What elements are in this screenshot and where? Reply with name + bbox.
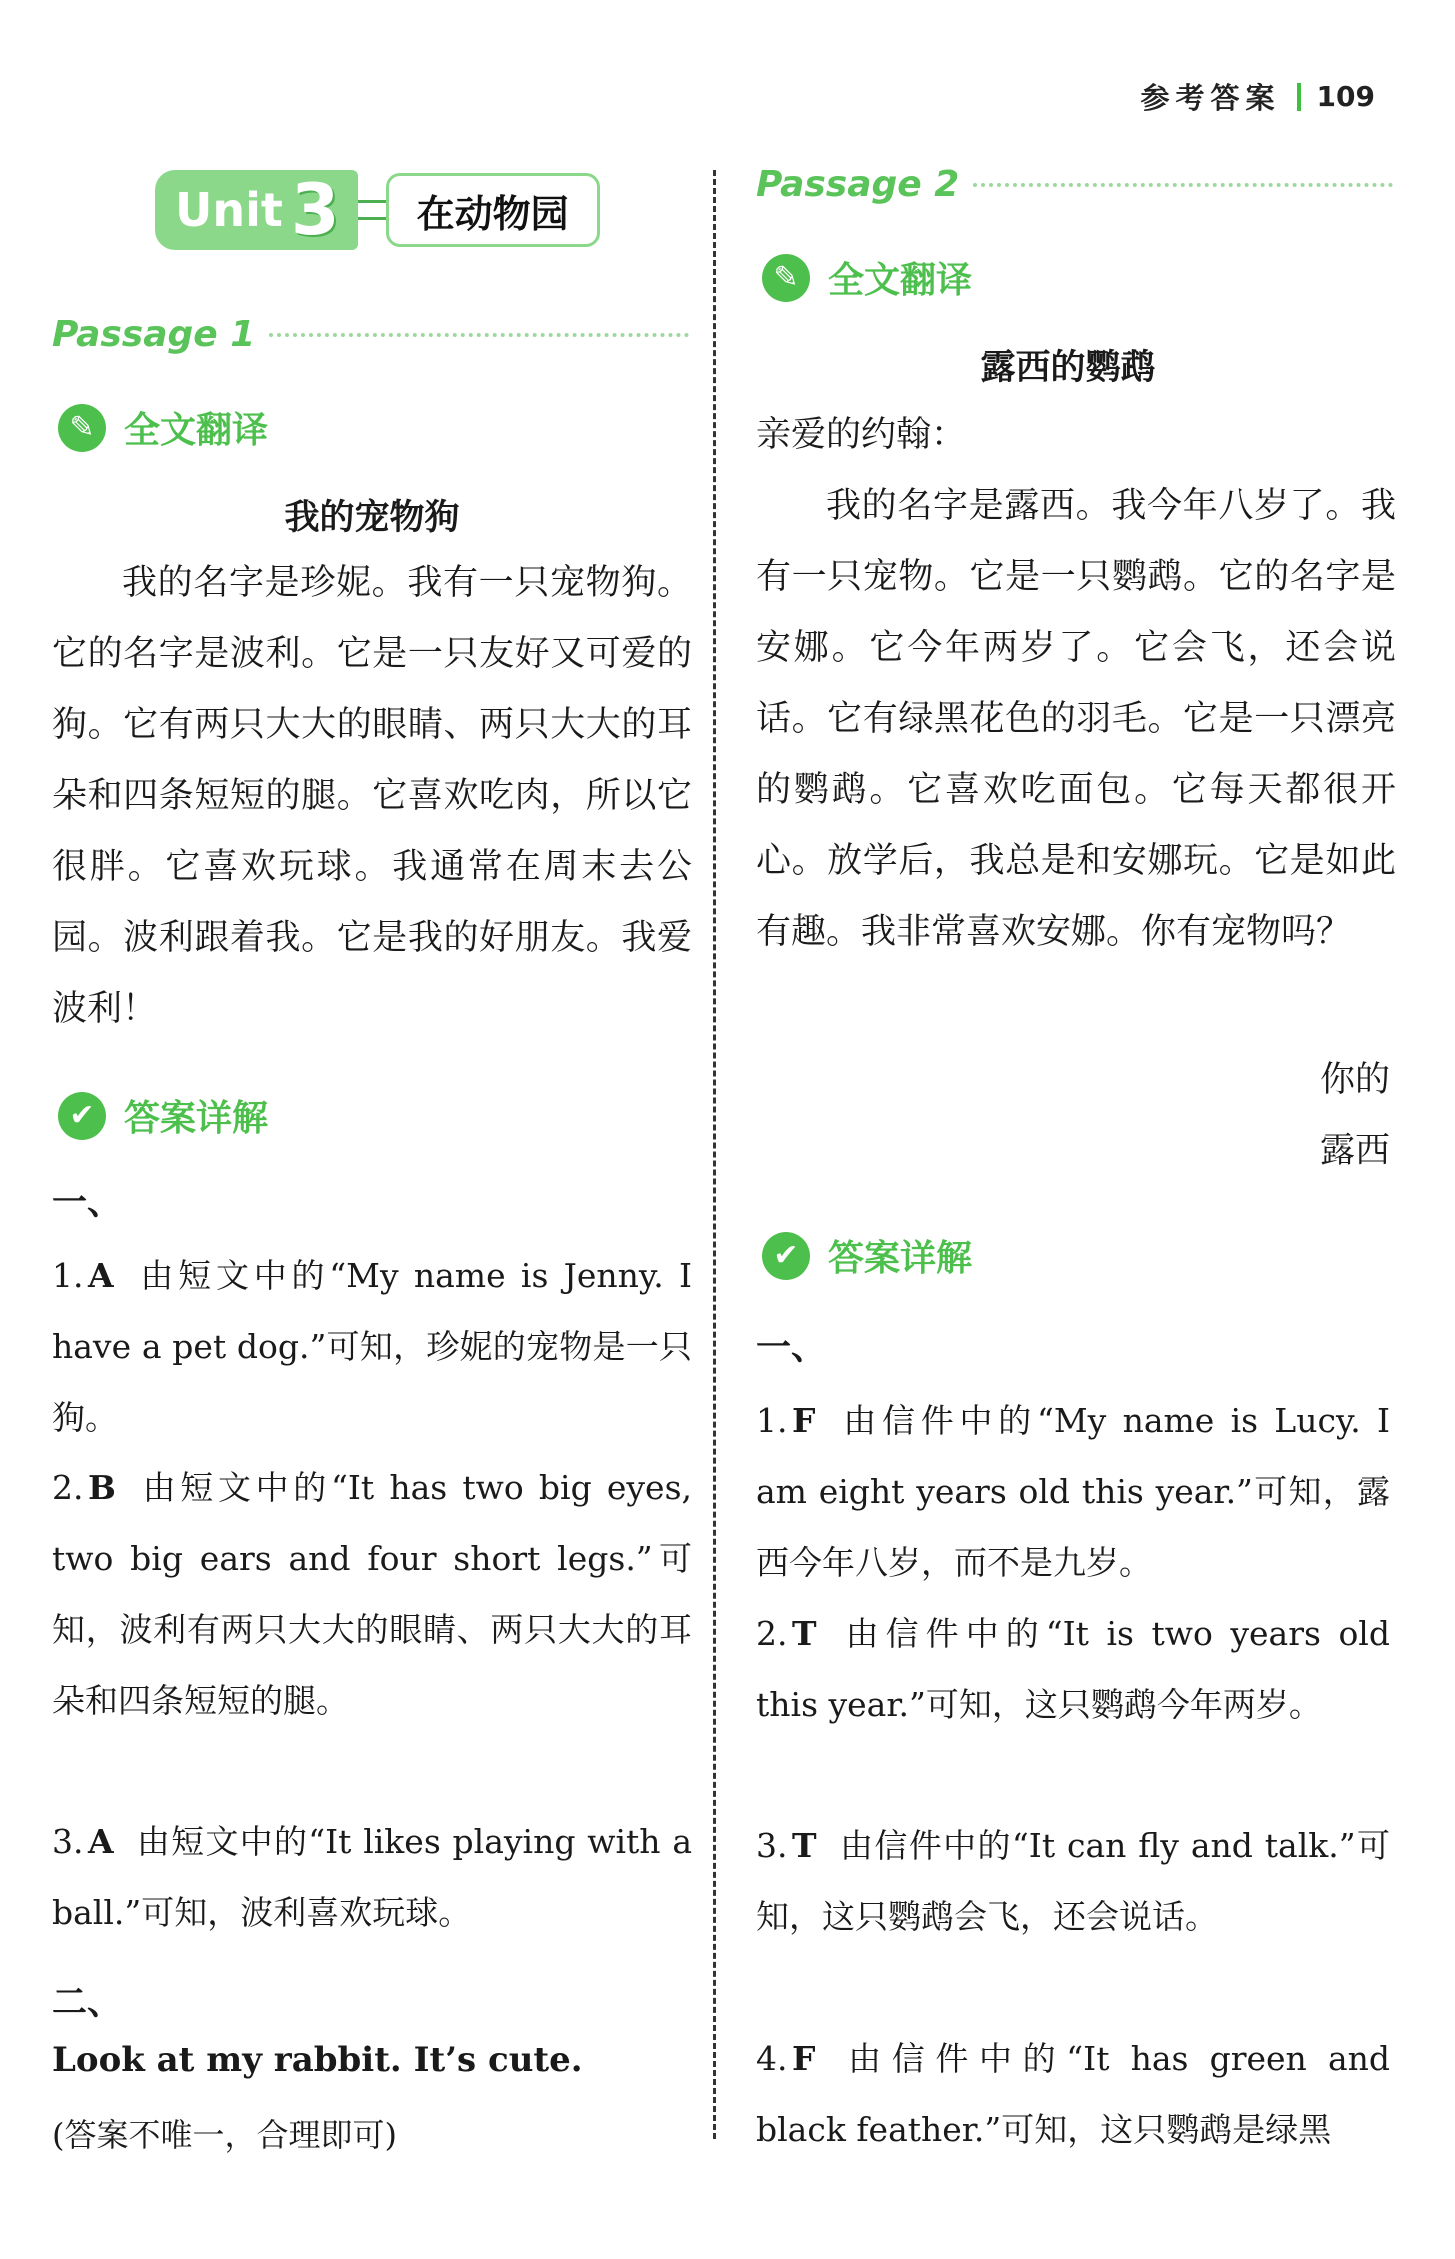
- answer-key: B: [88, 1468, 116, 1507]
- answer-num: 3.: [756, 1826, 788, 1865]
- pencil-check-icon: ✎: [58, 404, 106, 452]
- unit-number: 3: [290, 169, 340, 251]
- unit-connector: [358, 200, 386, 220]
- letter-greeting: 亲爱的约翰：: [756, 415, 967, 455]
- passage1-heading: [52, 314, 689, 355]
- answer-text: 由短文中的“It has two big eyes, two big ears and four short legs.”可知，波利有两只大大的眼睛、两只大大的耳朵和四条短短的腿。: [52, 1468, 692, 1720]
- passage1-answers-heading: [58, 1090, 268, 1141]
- header-separator: [1297, 83, 1301, 111]
- check-icon: ✔: [762, 1232, 810, 1280]
- answer-num: 3.: [52, 1822, 84, 1861]
- passage2-translation: 我的名字是露西。我今年八岁了。我有一只宠物。它是一只鹦鹉。它的名字是安娜。它今年两岁了。它会飞，还会说话。它有绿黑花色的羽毛。它是一只漂亮的鹦鹉。它喜欢吃面包。它每天都很开心。放学后，我总是和安娜玩。它是如此有趣。我非常喜欢安娜。你有宠物吗？: [756, 486, 1396, 952]
- passage1-heading-text: Passage 1: [52, 314, 256, 355]
- answer-text: 由短文中的“My name is Jenny. I have a pet dog.”可知，珍妮的宠物是一只狗。: [52, 1256, 692, 1437]
- header-label: 参考答案: [1140, 81, 1281, 115]
- translation-heading-text: 全文翻译: [124, 410, 269, 451]
- pencil-check-icon: ✎: [762, 254, 810, 302]
- answer-text: 由信件中的“It has green and black feather.”可知，这只鹦鹉是绿黑: [756, 2039, 1390, 2149]
- answer-num: 2.: [52, 1468, 84, 1507]
- answers-heading-text: 答案详解: [828, 1238, 973, 1279]
- unit-pill: [155, 170, 358, 250]
- passage2-answers-heading: [762, 1230, 972, 1281]
- answer-text: 由信件中的“It can fly and talk.”可知，这只鹦鹉会飞，还会说话。: [756, 1826, 1390, 1936]
- passage2-heading-text: Passage 2: [756, 164, 960, 205]
- answer-item: [52, 1806, 692, 1948]
- answer-item: [756, 1810, 1390, 1952]
- page-header: [1141, 76, 1375, 117]
- passage2-heading: [756, 164, 1393, 205]
- answer-item: [756, 1598, 1390, 1740]
- answer-item: [756, 2023, 1390, 2165]
- answer-key: A: [88, 1256, 114, 1295]
- answer-num: 1.: [756, 1401, 788, 1440]
- passage1-translation-heading: [58, 402, 268, 453]
- translation-heading-text: 全文翻译: [828, 260, 973, 301]
- part2-answer: Look at my rabbit. It’s cute.: [52, 2040, 583, 2080]
- answer-num: 4.: [756, 2039, 788, 2078]
- answer-key: T: [792, 1614, 817, 1653]
- unit-badge: [155, 170, 600, 250]
- answer-text: 由信件中的“It is two years old this year.”可知，这只鹦鹉今年两岁。: [756, 1614, 1390, 1724]
- part2-note: (答案不唯一，合理即可): [52, 2116, 397, 2154]
- column-divider: [713, 170, 716, 2139]
- answer-item: [52, 1240, 692, 1453]
- answer-key: T: [792, 1826, 817, 1865]
- passage2-translation-heading: [762, 252, 972, 303]
- answers-heading-text: 答案详解: [124, 1098, 269, 1139]
- passage1-translation: 我的名字是珍妮。我有一只宠物狗。它的名字是波利。它是一只友好又可爱的狗。它有两只大大的眼睛、两只大大的耳朵和四条短短的腿。它喜欢吃肉，所以它很胖。它喜欢玩球。我通常在周末去公园。波利跟着我。它是我的好朋友。我爱波利！: [52, 563, 692, 1029]
- answer-num: 2.: [756, 1614, 788, 1653]
- letter-signature: 露西: [1319, 1131, 1390, 1171]
- passage2-article-title: 露西的鹦鹉: [980, 348, 1156, 388]
- answer-item: [52, 1452, 692, 1736]
- answer-text: 由信件中的“My name is Lucy. I am eight years old this year.”可知，露西今年八岁，而不是九岁。: [756, 1401, 1390, 1582]
- passage-dots: [269, 333, 689, 337]
- passage-dots: [973, 183, 1393, 187]
- part1-label: 一、: [52, 1183, 123, 1223]
- letter-closing: 你的: [1319, 1060, 1390, 1100]
- check-icon: ✔: [58, 1092, 106, 1140]
- answer-key: F: [792, 2039, 816, 2078]
- answer-text: 由短文中的“It likes playing with a ball.”可知，波利喜欢玩球。: [52, 1822, 692, 1932]
- answer-item: [756, 1385, 1390, 1598]
- unit-title: 在动物园: [386, 173, 600, 247]
- passage1-article-title: 我的宠物狗: [284, 498, 460, 538]
- page-number: 109: [1316, 80, 1375, 113]
- answer-num: 1.: [52, 1256, 84, 1295]
- part2-label: 二、: [52, 1983, 123, 2023]
- answer-key: A: [88, 1822, 114, 1861]
- answer-key: F: [792, 1401, 816, 1440]
- unit-word: Unit: [175, 183, 283, 237]
- part1-label: 一、: [756, 1328, 827, 1368]
